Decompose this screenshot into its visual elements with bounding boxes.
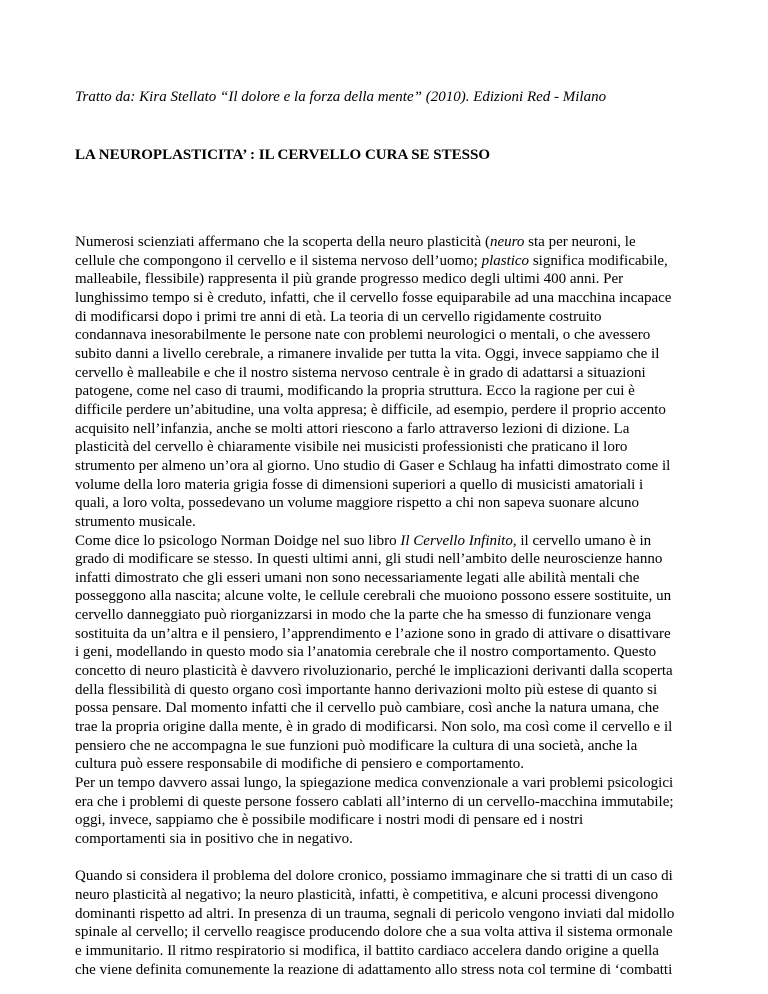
text-line: strumento per almeno un’ora al giorno. Uno studio di Gaser e Schlaug ha infatti dimostrato come il bbox=[75, 457, 671, 474]
text-line: comportamenti sia in positivo che in negativo. bbox=[75, 831, 353, 847]
text-line: dominanti rispetto ad altri. In presenza di un trauma, segnali di pericolo vengono inviati dal midollo bbox=[75, 905, 675, 922]
text-line: oggi, invece, sappiamo che è possibile modificare i nostri modi di pensare ed i nostri bbox=[75, 812, 584, 829]
text-line: spinale al cervello; il cervello reagisce producendo dolore che a sua volta attiva il sistema ormonale bbox=[75, 924, 673, 941]
text-line: della flessibilità di questo organo così importante hanno derivazioni molto più estese di quanto si bbox=[75, 681, 658, 698]
body-text bbox=[75, 233, 715, 979]
text-line: che viene definita comunemente la reazione di adattamento allo stress nota col termine di ‘combatti bbox=[75, 961, 673, 978]
paragraph-4 bbox=[75, 867, 715, 979]
text-line: Quando si considera il problema del dolore cronico, possiamo immaginare che si tratti di un caso di bbox=[75, 868, 673, 885]
text-line: strumento musicale. bbox=[75, 513, 196, 530]
text-line: Numerosi scienziati affermano che la scoperta della neuro plasticità (neuro sta per neuroni, le bbox=[75, 234, 636, 250]
text-line: e immunitario. Il ritmo respiratorio si modifica, il battito cardiaco accelera dando origine a quella bbox=[75, 942, 659, 959]
text-line: pensiero che ne accompagna le sue funzioni può modificare la cultura di una società, anche la bbox=[75, 737, 638, 754]
text-line: posseggono alla nascita; alcune volte, le cellule cerebrali che muoiono possono essere sostituite, un bbox=[75, 588, 672, 605]
text-line: concetto di neuro plasticità è davvero rivoluzionario, perché le implicazioni derivanti dalla scoperta bbox=[75, 663, 673, 680]
text-line: cellule che compongono il cervello e il sistema nervoso dell’uomo; plastico significa modificabile, bbox=[75, 252, 668, 269]
text-line: trae la propria origine dalla mente, è in grado di modificarsi. Non solo, ma così come il cervello e il bbox=[75, 719, 673, 736]
text-line: patogene, come nel caso di traumi, modificando la propria struttura. Ecco la ragione per cui è bbox=[75, 383, 635, 400]
text-line: volume della loro materia grigia fosse di dimensioni superiori a quello di musicisti amatoriali i bbox=[75, 476, 644, 493]
text-line: neuro plasticità al negativo; la neuro plasticità, infatti, è competitiva, e alcuni processi divengono bbox=[75, 886, 659, 903]
text-line: sostituita da un’altra e il pensiero, l’apprendimento e l’azione sono in grado di attivare o disattivare bbox=[75, 625, 671, 642]
text-line: era che i problemi di queste persone fossero cablati all’interno di un cervello-macchina immutabile; bbox=[75, 793, 674, 810]
text-line: acquisito nell’infanzia, anche se molti attori riescono a farlo attraverso lezioni di dizione. La bbox=[75, 420, 630, 437]
text-line: infatti dimostrato che gli esseri umani non sono necessariamente legati alle abilità mentali che bbox=[75, 569, 640, 586]
text-line: grado di modificare se stesso. In questi ultimi anni, gli studi nell’ambito delle neuroscienze hanno bbox=[75, 551, 663, 568]
text-line: malleabile, flessibile) rappresenta il più grande progresso medico degli ultimi 400 anni. Per bbox=[75, 271, 624, 288]
text-line: subito danni a livello cerebrale, a rimanere invalide per tutta la vita. Oggi, invece sappiamo che il bbox=[75, 345, 660, 362]
italic-term: Il Cervello Infinito bbox=[400, 532, 513, 549]
text-line: di modificarsi dopo i primi tre anni di età. La teoria di un cervello rigidamente costruito bbox=[75, 308, 602, 325]
source-citation: Tratto da: Kira Stellato “Il dolore e la forza della mente” (2010). Edizioni Red - Milano bbox=[75, 89, 607, 105]
text-line: cervello è malleabile e che il nostro sistema nervoso centrale è in grado di adattarsi a situazioni bbox=[75, 364, 646, 381]
text-line: possa pensare. Dal momento infatti che il cervello può cambiare, così anche la natura umana, che bbox=[75, 700, 659, 717]
text-line: cervello danneggiato può riorganizzarsi in modo che la parte che ha smesso di funzionare venga bbox=[75, 607, 652, 624]
italic-term: neuro bbox=[489, 234, 525, 250]
italic-term: plastico bbox=[481, 252, 530, 269]
text-line: plasticità del cervello è chiaramente visibile nei musicisti professionisti che praticano il loro bbox=[75, 439, 628, 456]
paragraph-2 bbox=[75, 532, 715, 775]
text-line: condannava inesorabilmente le persone nate con problemi neurologici o mentali, o che avessero bbox=[75, 327, 651, 344]
text-line: Come dice lo psicologo Norman Doidge nel suo libro Il Cervello Infinito, il cervello umano è in bbox=[75, 532, 652, 549]
text-line: i geni, modellando in questo modo sia l’anatomia cerebrale che il nostro comportamento. Questo bbox=[75, 644, 657, 661]
text-line: quali, a loro volta, possedevano un volume maggiore rispetto a chi non sapeva suonare alcuno bbox=[75, 495, 640, 512]
text-line: lunghissimo tempo si è creduto, infatti, che il cervello fosse equiparabile ad una macchina incapace bbox=[75, 289, 672, 306]
paragraph-3 bbox=[75, 774, 715, 849]
text-line: difficile perdere un’abitudine, una volta appresa; è difficile, ad esempio, perdere il proprio accento bbox=[75, 401, 666, 418]
paragraph-1 bbox=[75, 233, 715, 532]
text-line: cultura può essere responsabile di modifiche di pensiero e comportamento. bbox=[75, 756, 525, 773]
document-heading: LA NEUROPLASTICITA’ : IL CERVELLO CURA SE STESSO bbox=[75, 147, 490, 163]
text-line: Per un tempo davvero assai lungo, la spiegazione medica convenzionale a vari problemi psicologici bbox=[75, 775, 674, 792]
